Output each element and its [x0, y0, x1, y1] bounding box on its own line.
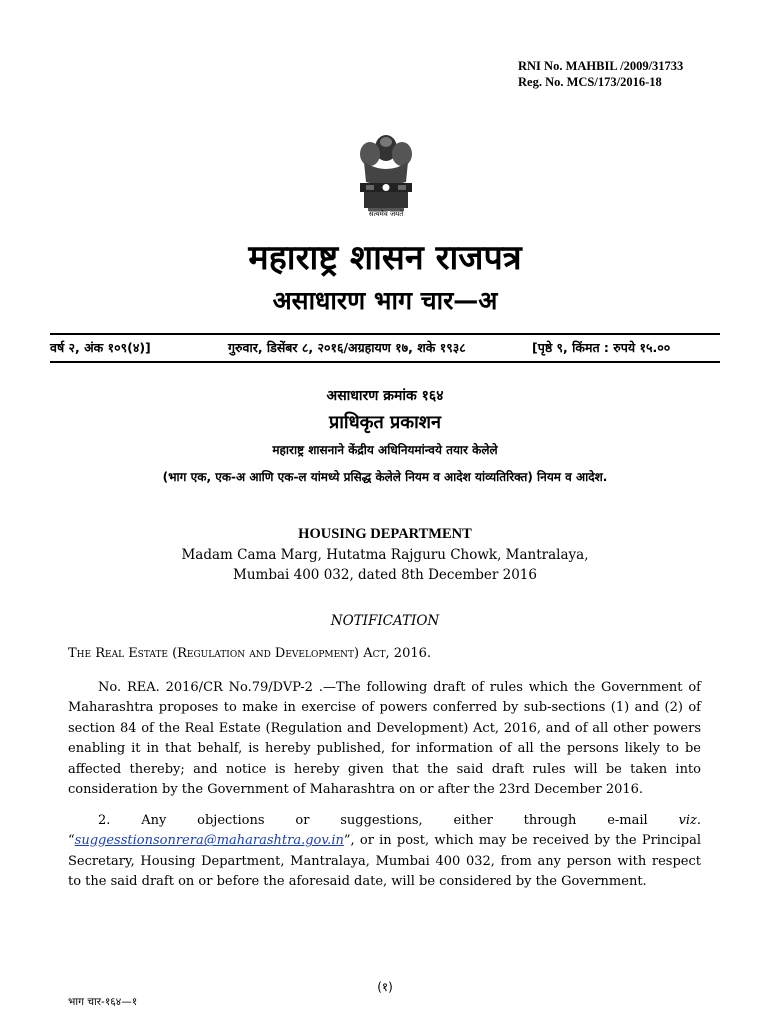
gazette-subtitle: असाधारण भाग चार—अ	[272, 286, 498, 315]
issue-pages-price: [पृष्ठे ९, किंमत : रुपये १५.००	[532, 340, 671, 355]
notification-paragraph-2	[68, 811, 701, 893]
reg-number: Reg. No. MCS/173/2016-18	[518, 75, 662, 89]
registration-numbers	[518, 58, 758, 90]
act-name: The Real Estate (Regulation and Development) Act	[68, 646, 386, 661]
issue-info-row	[50, 337, 720, 359]
department-address-line2: Mumbai 400 032, dated 8th December 2016	[233, 567, 537, 583]
objections-email-link[interactable]: suggesstionsonrera@maharashtra.gov.in	[74, 833, 344, 849]
paragraph-2-rest: ”, or in post, which may be received by the Principal Secretary, Housing Department, Mantralaya, Mumbai 400 032, from any person with respect to the said draft on or before the aforesaid date, will be considered by the Government.	[68, 833, 701, 890]
paragraph-1-text: No. REA. 2016/CR No.79/DVP-2 .—The following draft of rules which the Government of Maharashtra proposes to make in exercise of powers conferred by sub-sections (1) and (2) of section 84 of the Real Estate (Regulation and Development) Act, 2016, and of all other powers enabling it in that behalf, is hereby published, for information of all the persons likely to be affected thereby; and notice is hereby given that the said draft rules will be taken into consideration by the Government of Maharashtra on or after the 23rd December 2016.	[68, 680, 701, 798]
rni-number: RNI No. MAHBIL /2009/31733	[518, 59, 684, 73]
extraordinary-number: असाधारण क्रमांक १६४	[326, 388, 444, 404]
gazette-title: महाराष्ट्र शासन राजपत्र	[248, 238, 522, 278]
authorized-publication: प्राधिकृत प्रकाशन	[329, 412, 441, 433]
emblem-motto: सत्यमेव जयते	[368, 210, 404, 218]
department-name: HOUSING DEPARTMENT	[298, 526, 472, 542]
paragraph-2-start: 2. Any objections or suggestions, either through e-mail	[98, 813, 679, 828]
department-address-line1: Madam Cama Marg, Hutatma Rajguru Chowk, Mantralaya,	[181, 547, 589, 563]
page-number: (१)	[377, 980, 393, 994]
notification-paragraph-1	[68, 678, 701, 800]
issue-date: गुरुवार, डिसेंबर ८, २०१६/अग्रहायण १७, शके १९३८	[228, 340, 466, 355]
publication-desc-line2: (भाग एक, एक-अ आणि एक-ल यांमध्ये प्रसिद्ध केलेले नियम व आदेश यांव्यतिरिक्त) नियम व आदेश.	[162, 470, 608, 484]
top-rule	[50, 333, 720, 335]
bottom-rule	[50, 361, 720, 363]
issue-volume: वर्ष २, अंक १०९(४)]	[50, 340, 151, 355]
act-year: , 2016.	[385, 646, 432, 661]
publication-desc-line1: महाराष्ट्र शासनाने केंद्रीय अधिनियमांन्वये तयार केलेले	[272, 443, 498, 457]
paragraph-2-open-quote: “	[68, 833, 75, 849]
national-emblem-icon	[348, 128, 424, 224]
paragraph-2-viz: viz.	[678, 813, 701, 828]
footer-code: भाग चार-१६४—१	[68, 996, 138, 1008]
act-title	[68, 646, 708, 661]
notification-heading: NOTIFICATION	[330, 613, 440, 629]
